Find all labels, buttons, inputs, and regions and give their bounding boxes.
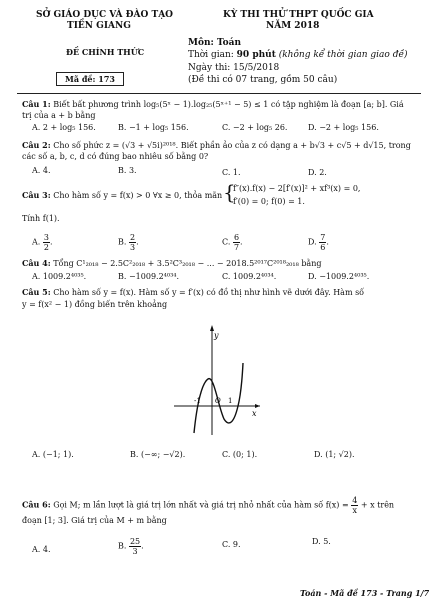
derivative-graph xyxy=(172,323,262,439)
question-6-line-1 xyxy=(22,496,394,515)
question-5-text-2: y = f(x² − 1) đồng biến trên khoảng xyxy=(22,300,168,309)
denominator: 2 xyxy=(43,243,49,252)
numerator: 4 xyxy=(352,496,358,505)
numerator: 7 xyxy=(320,233,326,242)
question-3-option-d: D. $\frac{7}{6}$ . xyxy=(308,233,329,252)
question-5-line-1 xyxy=(22,287,364,297)
question-3-ask: Tính f(1). xyxy=(22,214,60,223)
time-value: 90 phút xyxy=(236,50,276,60)
pages-note: (Đề thi có 07 trang, gồm 50 câu) xyxy=(188,75,338,85)
province-name: TIỀN GIANG xyxy=(67,21,131,31)
fraction xyxy=(233,233,240,252)
question-4-label: Câu 4: xyxy=(22,258,51,268)
denominator: x xyxy=(352,506,358,515)
question-5-option-b: B. (−∞; −√2). xyxy=(130,450,186,459)
question-1-option-d: D. −2 + log₅ 156. xyxy=(308,123,379,132)
question-5-text-1: Cho hàm số y = f(x). Hàm số y = f′(x) có đồ thị như hình vẽ dưới đây. Hàm số xyxy=(53,288,365,297)
question-3-option-a: A. $\frac{3}{2}$ . xyxy=(32,233,53,252)
question-6-option-b: B. $\frac{25}{3}$ . xyxy=(118,537,144,556)
question-5-option-a: A. (−1; 1). xyxy=(32,450,74,459)
fraction xyxy=(129,537,141,556)
question-2-text-1: Cho số phức z = (√3 + √5i)²⁰¹⁸. Biết phần ảo của z có dạng a + b√3 + c√5 + d√15, trong xyxy=(53,141,411,150)
question-1-option-a: A. 2 + log₅ 156. xyxy=(32,123,96,132)
question-2-option-a: A. 4. xyxy=(32,166,51,175)
page-footer: Toán - Mã đề 173 - Trang 1/7 xyxy=(300,588,430,598)
exam-title: KỲ THI THỬ THPT QUỐC GIA xyxy=(223,10,374,20)
question-1-line-1 xyxy=(22,99,404,109)
option-letter: B. xyxy=(118,237,127,247)
department-name: SỞ GIÁO DỤC VÀ ĐÀO TẠO xyxy=(36,10,174,20)
denominator: 3 xyxy=(129,243,136,252)
exam-code-box: Mã đề: 173 xyxy=(56,72,124,86)
question-2-line-1 xyxy=(22,140,411,150)
x-axis-arrow xyxy=(255,404,260,408)
exam-date: Ngày thi: 15/5/2018 xyxy=(188,63,280,73)
question-6-label: Câu 6: xyxy=(22,499,51,510)
question-6-text-1a: Gọi M; m lần lượt là giá trị lớn nhất và giá trị nhỏ nhất của hàm số f(x) = xyxy=(53,500,349,510)
denominator: 7 xyxy=(233,243,240,252)
question-2-label: Câu 2: xyxy=(22,140,51,150)
time-line xyxy=(188,50,408,60)
question-2-option-b: B. 3. xyxy=(118,166,137,175)
tick-label-minus-one: -1 xyxy=(194,397,201,405)
question-3-text: Cho hàm số y = f(x) > 0 ∀x ≥ 0, thỏa mãn xyxy=(53,191,223,200)
question-1-text-2: trị của a + b bằng xyxy=(22,111,96,120)
question-3-option-c: C. $\frac{6}{7}$ . xyxy=(222,233,243,252)
numerator: 2 xyxy=(129,233,136,242)
fraction xyxy=(43,233,50,252)
question-3-equation-2: f′(0) = 0; f(0) = 1. xyxy=(233,197,305,206)
system-brace: { xyxy=(223,180,236,204)
numerator: 3 xyxy=(43,233,49,242)
question-4-text: Tổng C¹₂₀₁₈ − 2.5C²₂₀₁₈ + 3.5²C³₂₀₁₈ − ... − 2018.5²⁰¹⁷C²⁰¹⁸₂₀₁₈ bằng xyxy=(53,259,322,268)
header-divider xyxy=(17,93,421,94)
denominator: 3 xyxy=(132,547,138,556)
time-note: (không kể thời gian giao đề) xyxy=(275,50,408,60)
question-6-option-c: C. 9. xyxy=(222,540,241,549)
question-1-label: Câu 1: xyxy=(22,99,51,109)
question-6-option-a: A. 4. xyxy=(32,545,51,554)
fraction xyxy=(351,496,358,515)
question-3-line-1 xyxy=(22,190,222,200)
question-4-option-c: C. 1009.2⁴⁰³⁴. xyxy=(222,272,277,281)
fraction xyxy=(319,233,326,252)
question-6-text-2: đoạn [1; 3]. Giá trị của M + m bằng xyxy=(22,516,167,525)
origin-label: O xyxy=(215,397,221,405)
option-letter: B. xyxy=(118,541,127,551)
question-6-option-d: D. 5. xyxy=(312,537,331,546)
question-4-option-a: A. 1009.2⁴⁰³⁵. xyxy=(32,272,87,281)
subject-label: Môn: Toán xyxy=(188,38,242,48)
question-5-option-d: D. (1; √2). xyxy=(314,450,355,459)
question-1-option-c: C. −2 + log₅ 26. xyxy=(222,123,288,132)
option-letter: C. xyxy=(222,237,231,247)
question-2-option-d: D. 2. xyxy=(308,168,327,177)
question-3-equation-1: f″(x).f(x) − 2[f′(x)]² + xf³(x) = 0, xyxy=(233,184,361,193)
numerator: 6 xyxy=(233,233,240,242)
x-axis-label: x xyxy=(252,409,257,418)
question-2-text-2: các số a, b, c, d có đúng bao nhiêu số bằng 0? xyxy=(22,152,209,161)
official-label: ĐỀ CHÍNH THỨC xyxy=(66,47,145,57)
question-4-option-d: D. −1009.2⁴⁰³⁵. xyxy=(308,272,370,281)
exam-year: NĂM 2018 xyxy=(266,21,320,31)
question-1-option-b: B. −1 + log₅ 156. xyxy=(118,123,189,132)
time-prefix: Thời gian: xyxy=(188,50,237,60)
tick-label-one: 1 xyxy=(228,397,233,405)
y-axis-label: y xyxy=(214,331,219,340)
option-letter: D. xyxy=(308,237,317,247)
question-4-option-b: B. −1009.2⁴⁰³⁴. xyxy=(118,272,180,281)
question-3-option-b: B. $\frac{2}{3}$ . xyxy=(118,233,139,252)
option-letter: A. xyxy=(32,237,41,247)
question-6-text-1b: + x trên xyxy=(360,500,395,510)
question-1-text-1: Biết bất phương trình log₅(5ˣ − 1).log₂₅(5ˣ⁺¹ − 5) ≤ 1 có tập nghiệm là đoạn [a; b]. Giá xyxy=(53,100,404,109)
denominator: 6 xyxy=(320,243,326,252)
question-5-option-c: C. (0; 1). xyxy=(222,450,258,459)
question-4-line xyxy=(22,258,321,268)
question-5-label: Câu 5: xyxy=(22,287,51,297)
question-3-label: Câu 3: xyxy=(22,190,51,200)
fraction xyxy=(129,233,136,252)
question-2-option-c: C. 1. xyxy=(222,168,241,177)
numerator: 25 xyxy=(129,537,141,546)
